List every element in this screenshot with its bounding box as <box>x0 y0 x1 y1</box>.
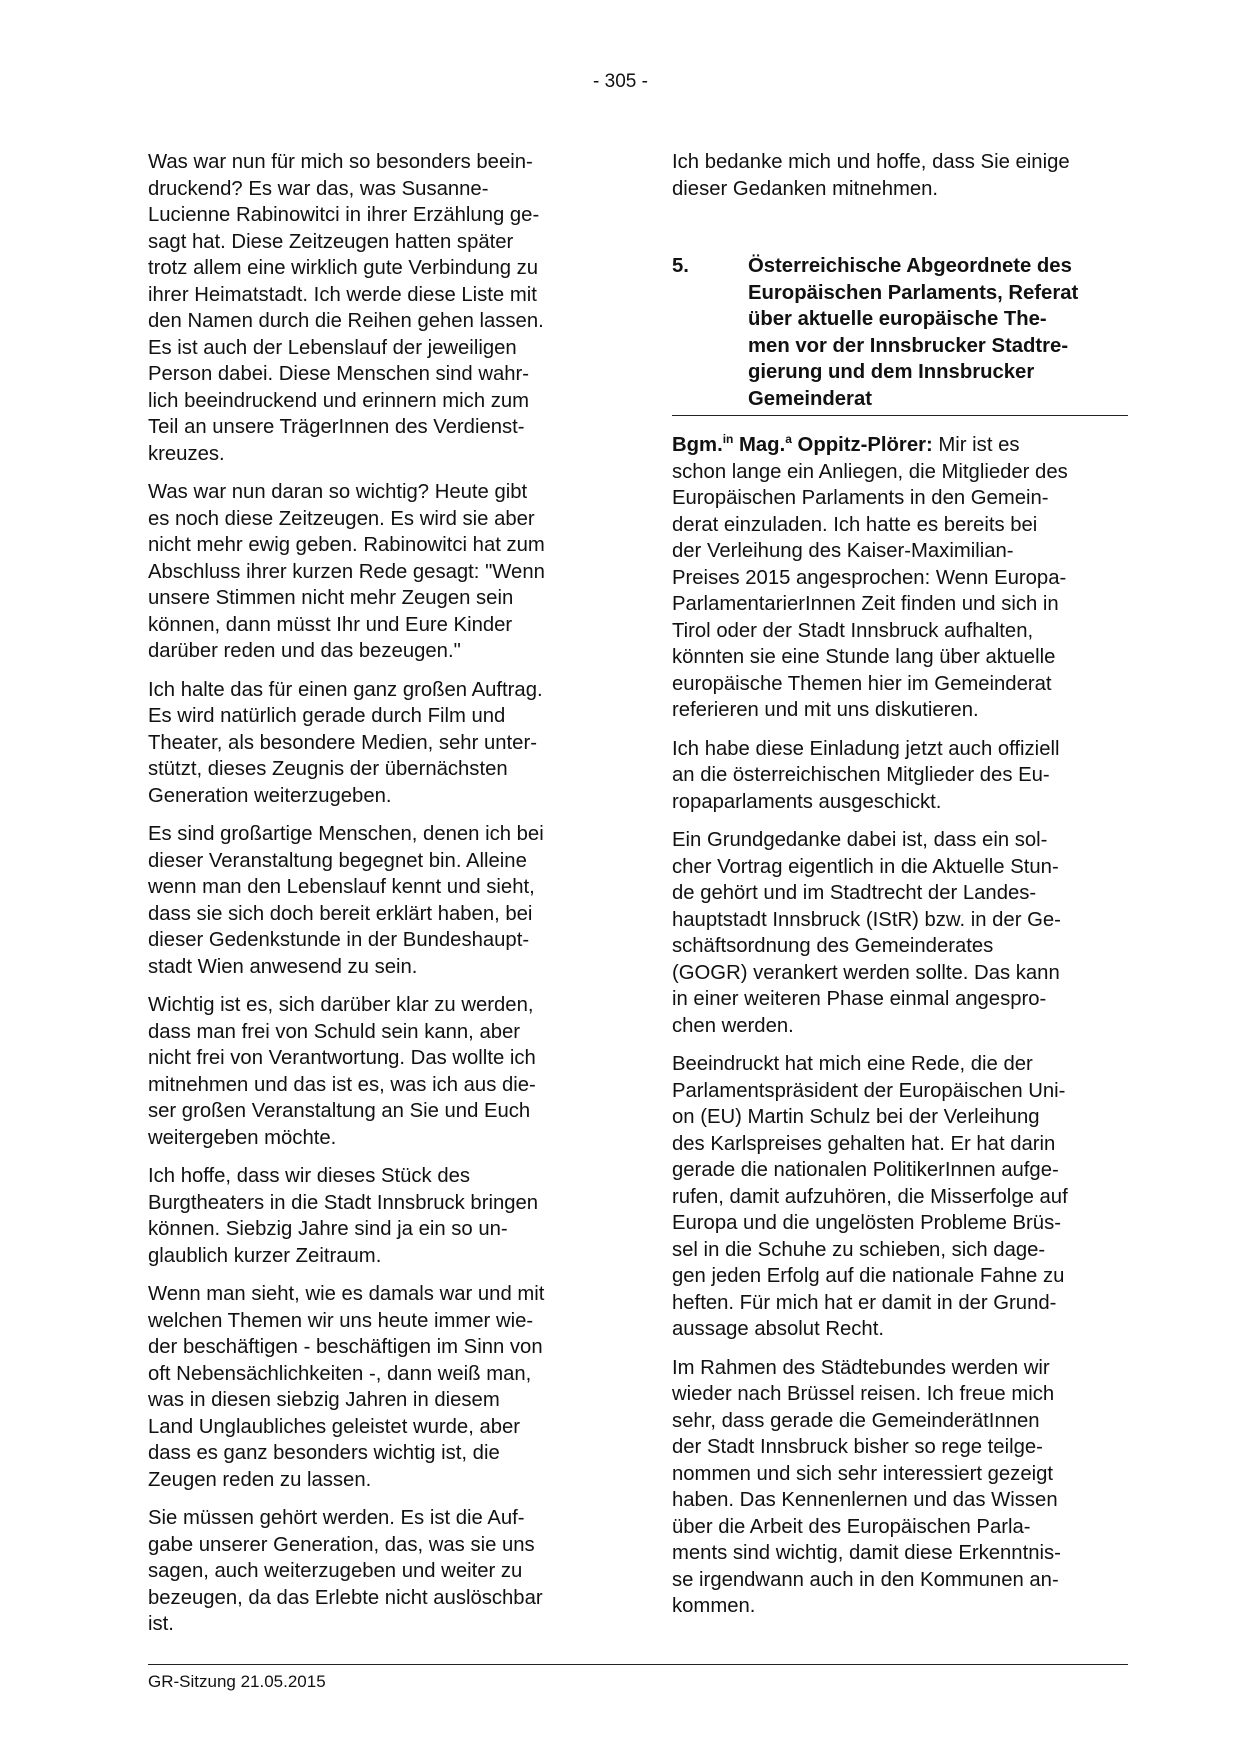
superscript: in <box>722 432 734 446</box>
speaker-degree: Mag. <box>733 434 786 456</box>
paragraph: Im Rahmen des Städtebundes werden wir wieder nach Brüssel reisen. Ich freue mich sehr, dass gerade die GemeinderätInnen der Stadt Innsbruck bisher so rege teilge- nommen und sich sehr interessiert gezeigt haben. Das Kennenlernen und das Wissen über die Arbeit des Europäischen Parla- ments sind wichtig, damit diese Erkenntnis- se irgendwann auch in den Kommunen an- kommen. <box>672 1356 1061 1617</box>
page-number: - 305 - <box>593 71 648 92</box>
footer-divider <box>148 1664 1128 1665</box>
agenda-number: 5. <box>672 255 689 277</box>
paragraph: Ich hoffe, dass wir dieses Stück des Burgtheaters in die Stadt Innsbruck bringen können. Siebzig Jahre sind ja ein so un- glaublich kurzer Zeitraum. <box>148 1165 539 1267</box>
paragraph: Sie müssen gehört werden. Es ist die Auf- gabe unserer Generation, das, was sie uns sagen, auch weiterzugeben und weiter zu bezeugen, da das Erlebte nicht auslöschbar ist. <box>148 1507 543 1635</box>
paragraph: Wichtig ist es, sich darüber klar zu werden, dass man frei von Schuld sein kann, aber nicht frei von Verantwortung. Das wollte ich mitnehmen und das ist es, was ich aus die- ser großen Veranstaltung an Sie und Euch weitergeben möchte. <box>148 994 536 1149</box>
paragraph: Ich bedanke mich und hoffe, dass Sie einige dieser Gedanken mitnehmen. <box>672 151 1070 200</box>
speech-text: Mir ist es schon lange ein Anliegen, die Mitglieder des Europäischen Parlaments in den Gemein- derat einzuladen. Ich hatte es bereits bei der Verleihung des Kaiser-Maximilian- Preises 2015 angesprochen: Wenn Europa- ParlamentarierInnen Zeit finden und sich in Tirol oder der Stadt Innsbruck aufhalten, könnten sie eine Stunde lang über aktuelle europäische Themen hier im Gemeinderat referieren und mit uns diskutieren. <box>672 434 1068 721</box>
speaker-surname: Oppitz-Plörer: <box>791 434 933 456</box>
paragraph: Was war nun daran so wichtig? Heute gibt es noch diese Zeitzeugen. Es wird sie aber nicht mehr ewig geben. Rabinowitci hat zum Abschluss ihrer kurzen Rede gesagt: "Wenn unsere Stimmen nicht mehr Zeugen sein können, dann müsst Ihr und Eure Kinder darüber reden und das bezeugen." <box>148 481 545 662</box>
paragraph: Wenn man sieht, wie es damals war und mit welchen Themen wir uns heute immer wie- der beschäftigen - beschäftigen im Sinn von oft Nebensächlichkeiten -, dann weiß man, was in diesen siebzig Jahren in diesem Land Unglaubliches geleistet wurde, aber dass es ganz besonders wichtig ist, die Zeugen reden zu lassen. <box>148 1283 545 1491</box>
paragraph: Beeindruckt hat mich eine Rede, die der Parlamentspräsident der Europäischen Uni- on (EU) Martin Schulz bei der Verleihung des Karlspreises gehalten hat. Er hat darin gerade die nationalen PolitikerInnen aufge- rufen, damit aufzuhören, die Misserfolge auf Europa und die ungelösten Probleme Brüs- sel in die Schuhe zu schieben, sich dage- gen jeden Erfolg auf die nationale Fahne zu heften. Für mich hat er damit in der Grund- aussage absolut Recht. <box>672 1053 1068 1340</box>
paragraph: Was war nun für mich so besonders beein- druckend? Es war das, was Susanne- Lucienne Rabinowitci in ihrer Erzählung ge- sagt hat. Diese Zeitzeugen hatten später trotz allem eine wirklich gute Verbindung zu ihrer Heimatstadt. Ich werde diese Liste mit den Namen durch die Reihen gehen lassen. Es ist auch der Lebenslauf der jeweiligen Person dabei. Diese Menschen sind wahr- lich beeindruckend und erinnern mich zum Teil an unsere TrägerInnen des Verdienst- kreuzes. <box>148 151 544 465</box>
speaker-title: Bgm. <box>672 434 723 456</box>
superscript: a <box>785 432 792 446</box>
paragraph: Ich habe diese Einladung jetzt auch offiziell an die österreichischen Mitglieder des Eu- ropaparlaments ausgeschickt. <box>672 737 1060 813</box>
paragraph: Es sind großartige Menschen, denen ich bei dieser Veranstaltung begegnet bin. Alleine wenn man den Lebenslauf kennt und sieht, dass sie sich doch bereit erklärt haben, bei dieser Gedenkstunde in der Bundeshaupt- stadt Wien anwesend zu sein. <box>148 823 544 978</box>
agenda-title: Österreichische Abgeordnete des Europäischen Parlaments, Referat über aktuelle europäische The- men vor der Innsbrucker Stadtre- gierung und dem Innsbrucker Gemeinderat <box>748 255 1079 410</box>
speaker-paragraph <box>672 432 1128 724</box>
paragraph: Ein Grundgedanke dabei ist, dass ein sol- cher Vortrag eigentlich in die Aktuelle Stun- de gehört und im Stadtrecht der Landes- hauptstadt Innsbruck (IStR) bzw. in der Ge- schäftsordnung des Gemeinderates (GOGR) verankert werden sollte. Das kann in einer weiteren Phase einmal angespro- chen werden. <box>672 829 1061 1037</box>
left-column <box>148 149 603 1650</box>
right-column <box>672 149 1128 1632</box>
speaker-name <box>672 434 933 456</box>
agenda-heading <box>672 253 1128 416</box>
footer-text: GR-Sitzung 21.05.2015 <box>148 1672 326 1691</box>
paragraph: Ich halte das für einen ganz großen Auftrag. Es wird natürlich gerade durch Film und Theater, als besondere Medien, sehr unter- stützt, dieses Zeugnis der übernächsten Generation weiterzugeben. <box>148 678 543 807</box>
